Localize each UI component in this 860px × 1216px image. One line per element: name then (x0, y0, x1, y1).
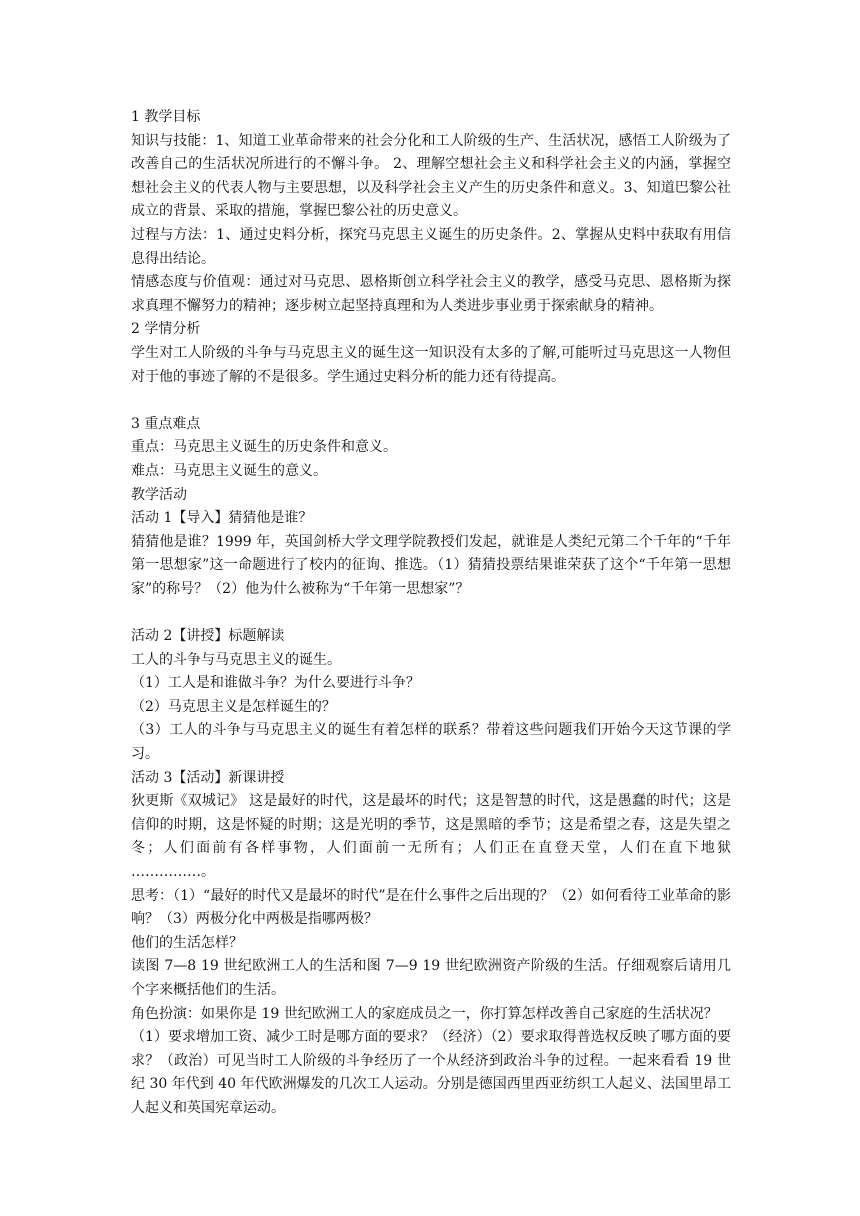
heading-activity-2: 活动 2【讲授】标题解读 (131, 628, 285, 645)
paragraph-process-methods: 过程与方法：1、通过史料分析，探究马克思主义诞生的历史条件。2、掌握从史料中获取有用信息得出结论。 (131, 226, 731, 267)
heading-activity-1: 活动 1【导入】猜猜他是谁？ (131, 510, 313, 527)
heading-activity-3: 活动 3【活动】新课讲授 (131, 769, 285, 786)
paragraph-knowledge-skills: 知识与技能：1、知道工业革命带来的社会分化和工人阶级的生产、生活状况，感悟工人阶级为了改善自己的生活状况所进行的不懈斗争。 2、理解空想社会主义和科学社会主义的内涵，掌握空想社会主义的代表人物与主要思想，以及科学社会主义产生的历史条件和意义。3、知道巴黎公社成立的背景、采取的措施，掌握巴黎公社的历史意义。 (131, 132, 731, 220)
paragraph-thinking: 思考：（1）“最好的时代又是最坏的时代”是在什么事件之后出现的？（2）如何看待工业革命的影响？（3）两极分化中两极是指哪两极？ (131, 887, 731, 928)
paragraph-workers-movement: （1）要求增加工资、减少工时是哪方面的要求？（经济）（2）要求取得普选权反映了哪方面的要求？（政治）可见当时工人阶级的斗争经历了一个从经济到政治斗争的过程。一起来看看 19 世纪 30 年代到 40 年代欧洲爆发的几次工人运动。分别是德国西里西亚纺织工人起义、法国里昂工人起义和英国宪章运动。 (131, 1029, 731, 1116)
heading-student-analysis: 2 学情分析 (131, 321, 201, 338)
blank-line (131, 601, 731, 625)
question-3: （3）工人的斗争与马克思主义的诞生有着怎样的联系？带着这些问题我们开始今天这节课的学习。 (131, 722, 731, 763)
question-2: （2）马克思主义是怎样诞生的？ (131, 698, 336, 715)
paragraph-read-figures: 读图 7—8 19 世纪欧洲工人的生活和图 7—9 19 世纪欧洲资产阶级的生活。仔细观察后请用几个字来概括他们的生活。 (131, 958, 731, 998)
paragraph-tale-of-two-cities: 狄更斯《双城记》 这是最好的时代，这是最坏的时代；这是智慧的时代，这是愚蠢的时代；这是信仰的时期，这是怀疑的时期；这是光明的季节，这是黑暗的季节；这是希望之春，这是失望之冬；人们面前有各样事物，人们面前一无所有；人们正在直登天堂，人们在直下地狱 ……………。 (131, 793, 731, 880)
heading-teaching-goals: 1 教学目标 (131, 109, 201, 125)
paragraph-title-reading: 工人的斗争与马克思主义的诞生。 (131, 651, 341, 668)
paragraph-role-play: 角色扮演：如果你是 19 世纪欧洲工人的家庭成员之一，你打算怎样改善自己家庭的生活状况？ (131, 1005, 718, 1022)
blank-line (131, 389, 731, 413)
paragraph-key-point: 重点：马克思主义诞生的历史条件和意义。 (131, 439, 397, 456)
question-1: （1）工人是和谁做斗争？为什么要进行斗争？ (131, 675, 420, 692)
paragraph-attitude-values: 情感态度与价值观：通过对马克思、恩格斯创立科学社会主义的教学，感受马克思、恩格斯为探求真理不懈努力的精神；逐步树立起坚持真理和为人类进步事业勇于探索献身的精神。 (131, 274, 731, 314)
paragraph-difficult-point: 难点：马克思主义诞生的意义。 (131, 462, 327, 479)
paragraph-their-life: 他们的生活怎样？ (131, 934, 243, 951)
heading-teaching-activities: 教学活动 (131, 486, 187, 503)
paragraph-student-analysis: 学生对工人阶级的斗争与马克思主义的诞生这一知识没有太多的了解,可能听过马克思这一人物但对于他的事迹了解的不是很多。学生通过史料分析的能力还有待提高。 (131, 344, 731, 385)
heading-key-points: 3 重点难点 (131, 415, 201, 432)
paragraph-activity-1: 猜猜他是谁？1999 年，英国剑桥大学文理学院教授们发起，就谁是人类纪元第二个千年的“千年第一思想家”这一命题进行了校内的征询、推选。（1）猜猜投票结果谁荣获了这个“千年第一思想家”的称号？（2）他为什么被称为“千年第一思想家”？ (131, 533, 731, 597)
document-page (131, 106, 731, 1121)
